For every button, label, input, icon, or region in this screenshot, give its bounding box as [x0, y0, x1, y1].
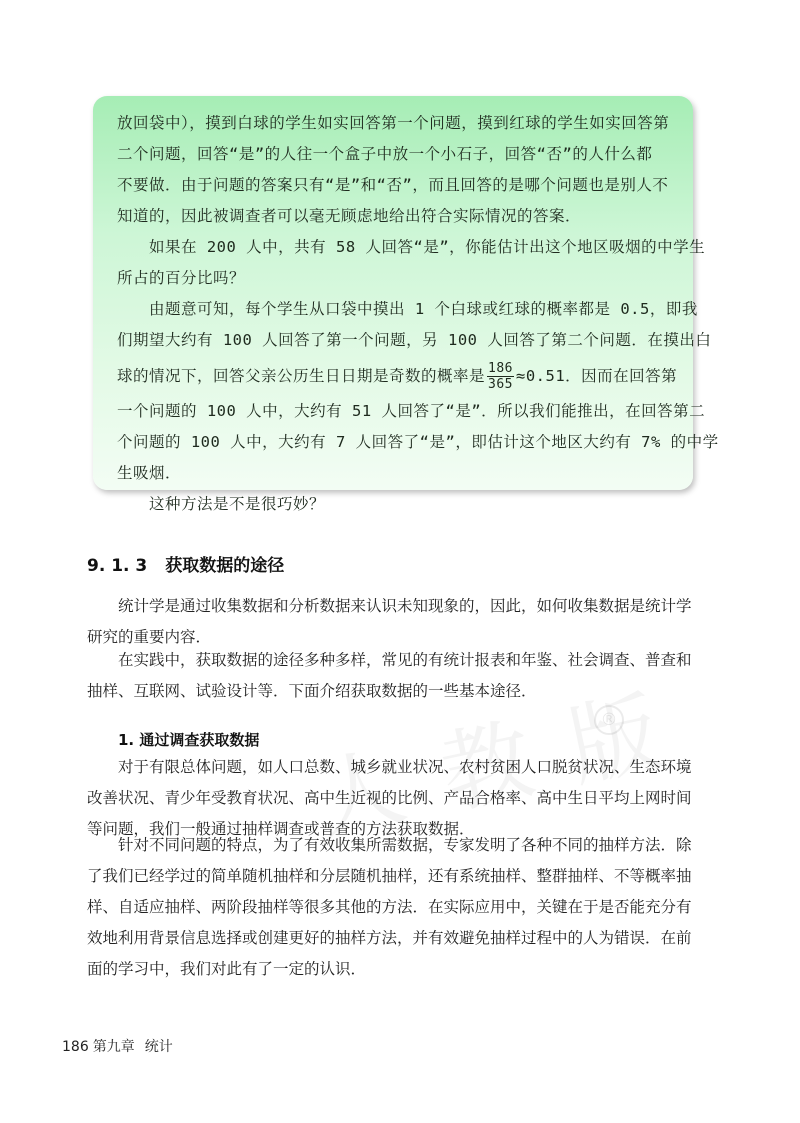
box-line: 所占的百分比吗？	[117, 269, 246, 287]
paragraph-line: 样、自适应抽样、两阶段抽样等很多其他的方法．在实际应用中，关键在于是否能充分有	[87, 898, 692, 916]
chapter-topic: 统计	[144, 1039, 173, 1055]
paragraph-line: 改善状况、青少年受教育状况、高中生近视的比例、产品合格率、高中生日平均上网时间	[87, 789, 692, 807]
box-line: 这种方法是不是很巧妙？	[149, 495, 326, 513]
paragraph-line: 面的学习中，我们对此有了一定的认识．	[87, 960, 367, 978]
box-line: 二个问题，回答“是”的人往一个盒子中放一个小石子，回答“否”的人什么都	[117, 145, 653, 163]
fraction-denominator: 365	[488, 377, 513, 392]
registered-mark-icon: ®	[594, 705, 624, 735]
paragraph-1	[87, 591, 717, 653]
paragraph-line: 统计学是通过收集数据和分析数据来认识未知现象的，因此，如何收集数据是统计学	[118, 597, 692, 615]
paragraph-line: 针对不同问题的特点，为了有效收集所需数据，专家发明了各种不同的抽样方法．除	[118, 836, 692, 854]
box-line: 不要做．由于问题的答案只有“是”和“否”，而且回答的是哪个问题也是别人不	[117, 176, 669, 194]
box-line: 如果在 200 人中，共有 58 人回答“是”，你能估计出这个地区吸烟的中学生	[149, 238, 706, 256]
paragraph-line: 抽样、互联网、试验设计等．下面介绍获取数据的一些基本途径．	[87, 682, 537, 700]
box-line: 知道的，因此被调查者可以毫无顾虑地给出符合实际情况的答案．	[117, 207, 582, 225]
box-line: 由题意可知，每个学生从口袋中摸出 1 个白球或红球的概率都是 0.5，即我	[149, 300, 698, 318]
page-number: 186	[62, 1039, 89, 1055]
fraction-numerator: 186	[488, 361, 513, 376]
chapter-label: 第九章	[92, 1039, 135, 1055]
paragraph-line: 等问题，我们一般通过抽样调查或普查的方法获取数据．	[87, 820, 475, 838]
paragraph-line: 在实践中，获取数据的途径多种多样，常见的有统计报表和年鉴、社会调查、普查和	[118, 651, 692, 669]
subsection-heading: 1. 通过调查获取数据	[118, 731, 260, 749]
example-box-text	[117, 108, 719, 520]
box-line: 放回袋中），摸到白球的学生如实回答第一个问题，摸到红球的学生如实回答第	[117, 114, 670, 132]
page-footer	[62, 1036, 173, 1056]
section-heading	[87, 551, 284, 576]
paragraph-line: 效地利用背景信息选择或创建更好的抽样方法，并有效避免抽样过程中的人为错误．在前	[87, 929, 692, 947]
section-number: 9. 1. 3	[87, 556, 148, 576]
box-line: 一个问题的 100 人中，大约有 51 人回答了“是”．所以我们能推出，在回答第二	[117, 402, 706, 420]
paragraph-line: 了我们已经学过的简单随机抽样和分层随机抽样，还有系统抽样、整群抽样、不等概率抽	[87, 867, 692, 885]
box-line-segment: ≈0.51．因而在回答第	[516, 367, 678, 385]
paragraph-2	[87, 645, 717, 707]
box-line-segment: 球的情况下，回答父亲公历生日日期是奇数的概率是	[117, 367, 486, 385]
probability-fraction	[487, 361, 514, 392]
box-line: 们期望大约有 100 人回答了第一个问题，另 100 人回答了第二个问题．在摸出白	[117, 331, 712, 349]
paragraph-4	[87, 830, 717, 985]
paragraph-line: 对于有限总体问题，如人口总数、城乡就业状况、农村贫困人口脱贫状况、生态环境	[118, 758, 692, 776]
box-line: 生吸烟．	[117, 464, 182, 482]
box-line: 个问题的 100 人中，大约有 7 人回答了“是”，即估计这个地区大约有 7% 的中学	[117, 433, 719, 451]
box-line-with-fraction	[117, 356, 677, 396]
section-title: 获取数据的途径	[165, 556, 285, 576]
paragraph-line: 研究的重要内容．	[87, 628, 212, 646]
